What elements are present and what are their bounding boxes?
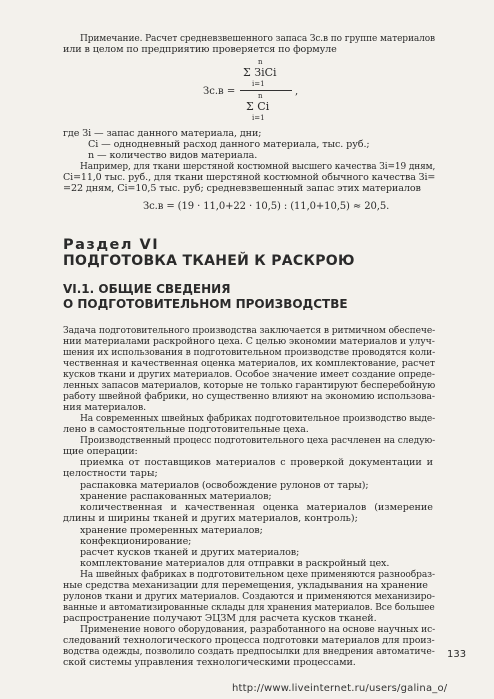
- body-line: следований технологического процесса подготовки материалов для произ-: [63, 635, 435, 646]
- subsection-title-line-2: О ПОДГОТОВИТЕЛЬНОМ ПРОИЗВОДСТВЕ: [63, 297, 348, 311]
- list-item: приемка от поставщиков материалов с проверкой документации и целостности тары;: [63, 457, 433, 480]
- page-number: 133: [447, 649, 467, 660]
- list-item: хранение распакованных материалов;: [80, 491, 272, 502]
- formula-den-lower: i=1: [252, 114, 265, 122]
- formula-num-lower: i=1: [252, 80, 265, 88]
- body-line: ской системы управления технологическими процессами.: [63, 657, 356, 668]
- body-line: Производственный процесс подготовительного цеха расчленен на следую-: [80, 435, 436, 446]
- body-line: нии материалами раскройного цеха. С целью экономии материалов и улуч-: [63, 336, 435, 347]
- body-line: щие операции:: [63, 446, 138, 457]
- list-item: комплектование материалов для отправки в раскройный цех.: [80, 558, 390, 569]
- where-line-3: n — количество видов материала.: [88, 150, 258, 161]
- example-line-3: =22 дням, Ci=10,5 тыс. руб; средневзвешенный запас этих материалов: [63, 183, 421, 194]
- body-line: чественная и качественная оценка материалов, их комплектование, расчет: [63, 358, 435, 369]
- formula-numerator: Σ ЗiCi: [243, 66, 277, 79]
- body-line: Задача подготовительного производства заключается в ритмичном обеспече-: [63, 325, 436, 336]
- example-line-1: Например, для ткани шерстяной костюмной высшего качества Зi=19 дням,: [80, 161, 436, 172]
- section-title: ПОДГОТОВКА ТКАНЕЙ К РАСКРОЮ: [63, 253, 355, 269]
- formula-den-upper: n: [258, 92, 263, 100]
- example-formula: Зс.в = (19 · 11,0+22 · 10,5) : (11,0+10,5) ≈ 20,5.: [143, 201, 390, 212]
- formula-lhs: Зс.в =: [203, 86, 236, 97]
- body-line: кусков ткани и других материалов. Особое значение имеет создание опреде-: [63, 369, 435, 380]
- body-line: лено в самостоятельные подготовительные цеха.: [63, 424, 309, 435]
- body-line: На современных швейных фабриках подготовительное производство выде-: [80, 413, 436, 424]
- formula-denominator: Σ Ci: [246, 100, 270, 113]
- list-item: расчет кусков тканей и других материалов;: [80, 547, 300, 558]
- where-line-1: где Зi — запас данного материала, дни;: [63, 128, 262, 139]
- body-line: ния материалов.: [63, 402, 147, 413]
- body-line: шения их использования в подготовительном производстве проводятся коли-: [63, 347, 436, 358]
- formula-num-upper: n: [258, 58, 263, 66]
- note-line-1: Примечание. Расчет средневзвешенного запаса Зс.в по группе материалов: [80, 33, 436, 44]
- example-line-2: Ci=11,0 тыс. руб., для ткани шерстяной костюмной обычного качества Зi=: [63, 172, 436, 183]
- body-line: На швейных фабриках в подготовительном цехе применяются разнообраз-: [80, 569, 435, 580]
- where-line-2: Ci — однодневный расход данного материала, тыс. руб.;: [88, 139, 370, 150]
- list-item: конфекционирование;: [80, 536, 192, 547]
- body-line: распространение получают ЭЦЗМ для расчета кусков тканей.: [63, 613, 377, 624]
- list-item: количественная и качественная оценка материалов (измерение длины и ширины тканей и других материалов, контроль);: [63, 502, 433, 525]
- fraction-bar: [240, 90, 292, 91]
- body-line: работу швейной фабрики, но существенно влияют на экономию использова-: [63, 391, 435, 402]
- section-label: Раздел VI: [63, 237, 160, 253]
- formula-tail: ,: [295, 86, 299, 97]
- list-item: хранение промеренных материалов;: [80, 525, 263, 536]
- note-line-2: или в целом по предприятию проверяется по формуле: [63, 44, 337, 55]
- subsection-title-line-1: VI.1. ОБЩИЕ СВЕДЕНИЯ: [63, 282, 231, 296]
- body-line: рулонов ткани и других материалов. Создаются и применяются механизиро-: [63, 591, 435, 602]
- body-line: Применение нового оборудования, разработанного на основе научных ис-: [80, 624, 436, 635]
- body-line: ванные и автоматизированные склады для хранения материалов. Все большее: [63, 602, 435, 613]
- source-url[interactable]: http://www.liveinternet.ru/users/galina_o/: [232, 683, 448, 694]
- body-line: водства одежды, позволило создать предпосылки для внедрения автоматиче-: [63, 646, 435, 657]
- list-item: распаковка материалов (освобождение рулонов от тары);: [80, 480, 369, 491]
- body-line: ленных запасов материалов, которые не только гарантируют бесперебойную: [63, 380, 436, 391]
- body-line: ные средства механизации для перемещения, укладывания на хранение: [63, 580, 428, 591]
